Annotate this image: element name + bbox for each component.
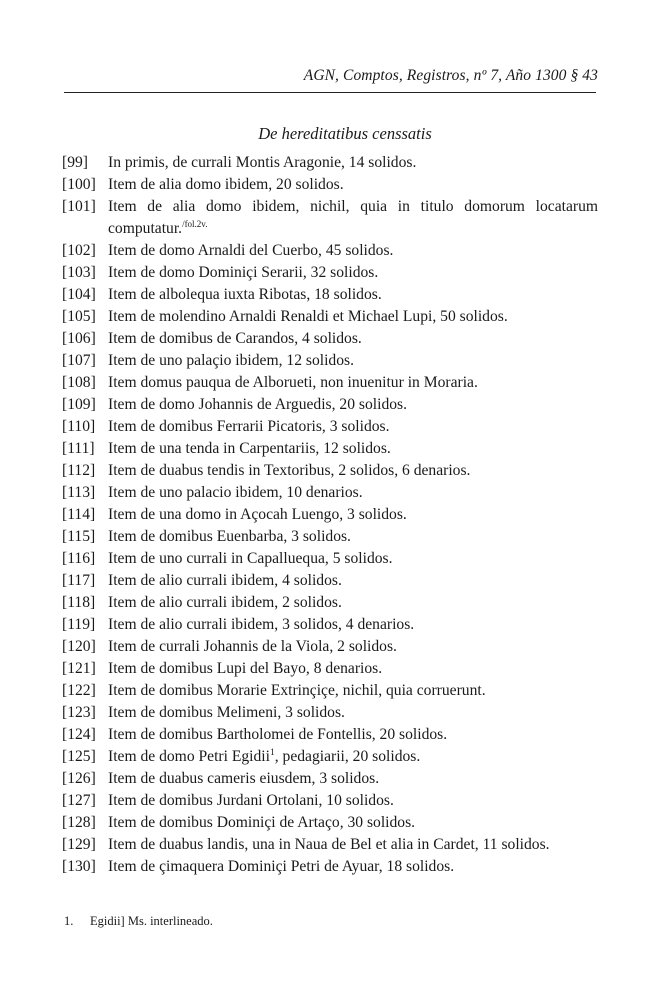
footnote (64, 914, 213, 929)
entry-number: [100] (62, 176, 96, 193)
entry-text: Item de domibus Lupi del Bayo, 8 denarios. (108, 660, 383, 677)
entry-text: Item de domibus Melimeni, 3 solidos. (108, 704, 345, 721)
entry-number: [116] (62, 550, 96, 567)
entry-text: Item de una tenda in Carpentariis, 12 solidos. (108, 440, 391, 457)
entry-number: [104] (62, 286, 96, 303)
entry-104 (62, 284, 598, 306)
entry-number: [105] (62, 308, 96, 325)
entry-102 (62, 240, 598, 262)
entry-text-after: , pedagiarii, 20 solidos. (274, 748, 421, 765)
entry-number: [118] (62, 594, 96, 611)
entry-125 (62, 746, 598, 768)
entry-text: Item de domo Dominiçi Serarii, 32 solidos. (108, 264, 379, 281)
entry-118 (62, 592, 598, 614)
entry-120 (62, 636, 598, 658)
footnote-number: 1. (64, 914, 74, 928)
entry-text: Item de domibus Dominiçi de Artaço, 30 solidos. (108, 814, 416, 831)
entry-number: [111] (62, 440, 95, 457)
entry-number: [113] (62, 484, 96, 501)
entry-text: Item de alio currali ibidem, 3 solidos, 4 denarios. (108, 616, 415, 633)
entry-text-wrap (108, 746, 598, 768)
entry-text-before: Item de domo Petri Egidii (108, 748, 270, 765)
footnote-text: Egidii] Ms. interlineado. (90, 914, 213, 928)
entry-115 (62, 526, 598, 548)
entry-number: [121] (62, 660, 96, 677)
entry-128 (62, 812, 598, 834)
entry-number: [112] (62, 462, 96, 479)
entry-text: Item de domibus Jurdani Ortolani, 10 solidos. (108, 792, 394, 809)
entry-126 (62, 768, 598, 790)
entry-text: Item de domo Johannis de Arguedis, 20 solidos. (108, 396, 408, 413)
entry-117 (62, 570, 598, 592)
entry-text: Item de çimaquera Dominiçi Petri de Ayuar, 18 solidos. (108, 858, 455, 875)
entry-121 (62, 658, 598, 680)
entry-116 (62, 548, 598, 570)
entry-text: Item de domibus Bartholomei de Fontellis, 20 solidos. (108, 726, 448, 743)
entry-101 (62, 196, 598, 240)
folio-marker: /fol.2v. (182, 219, 208, 229)
entry-124 (62, 724, 598, 746)
entry-106 (62, 328, 598, 350)
entry-130 (62, 856, 598, 878)
entry-text: Item de duabus landis, una in Naua de Bel et alia in Cardet, 11 solidos. (108, 836, 550, 853)
entry-number: [117] (62, 572, 96, 589)
entry-text: Item de alio currali ibidem, 4 solidos. (108, 572, 342, 589)
entry-number: [114] (62, 506, 96, 523)
footnote-reference: 1 (269, 748, 275, 758)
entry-111 (62, 438, 598, 460)
entry-text: Item de duabus cameris eiusdem, 3 solidos. (108, 770, 380, 787)
entry-number: [129] (62, 836, 96, 853)
entry-105 (62, 306, 598, 328)
entry-110 (62, 416, 598, 438)
entry-text: Item de currali Johannis de la Viola, 2 solidos. (108, 638, 397, 655)
entry-114 (62, 504, 598, 526)
entry-text: Item de alia domo ibidem, nichil, quia in titulo domorum locatarum computatur. (108, 198, 598, 237)
entry-text: Item de domibus Ferrarii Picatoris, 3 solidos. (108, 418, 390, 435)
entry-103 (62, 262, 598, 284)
entry-number: [115] (62, 528, 96, 545)
entry-number: [125] (62, 748, 96, 765)
entry-text: Item de domibus Euenbarba, 3 solidos. (108, 528, 351, 545)
entry-number: [128] (62, 814, 96, 831)
entry-number: [126] (62, 770, 96, 787)
entry-text: Item domus pauqua de Alborueti, non inuenitur in Moraria. (108, 374, 478, 391)
entry-text: Item de albolequa iuxta Ribotas, 18 solidos. (108, 286, 382, 303)
entry-number: [120] (62, 638, 96, 655)
entry-108 (62, 372, 598, 394)
entry-number: [119] (62, 616, 96, 633)
entry-100 (62, 174, 598, 196)
entry-text-wrap (108, 196, 598, 240)
entry-text: Item de alio currali ibidem, 2 solidos. (108, 594, 342, 611)
entry-107 (62, 350, 598, 372)
entry-number: [101] (62, 198, 96, 215)
entry-number: [110] (62, 418, 96, 435)
entry-number: [122] (62, 682, 96, 699)
entry-text: Item de molendino Arnaldi Renaldi et Michael Lupi, 50 solidos. (108, 308, 508, 325)
section-title: De hereditatibus censsatis (258, 124, 432, 143)
entry-119 (62, 614, 598, 636)
entry-text: In primis, de currali Montis Aragonie, 14 solidos. (108, 154, 417, 171)
entry-number: [108] (62, 374, 96, 391)
entry-109 (62, 394, 598, 416)
entry-number: [106] (62, 330, 96, 347)
entry-123 (62, 702, 598, 724)
entry-number: [123] (62, 704, 96, 721)
entry-text: Item de uno palaçio ibidem, 12 solidos. (108, 352, 354, 369)
entry-text: Item de uno currali in Capalluequa, 5 solidos. (108, 550, 393, 567)
entry-text: Item de domo Arnaldi del Cuerbo, 45 solidos. (108, 242, 394, 259)
entry-127 (62, 790, 598, 812)
entry-text: Item de una domo in Açocah Luengo, 3 solidos. (108, 506, 407, 523)
entry-number: [124] (62, 726, 96, 743)
entry-122 (62, 680, 598, 702)
entry-112 (62, 460, 598, 482)
entry-number: [109] (62, 396, 96, 413)
running-head: AGN, Comptos, Registros, nº 7, Año 1300 § 43 (303, 67, 598, 84)
entry-number: [103] (62, 264, 96, 281)
entry-number: [127] (62, 792, 96, 809)
entry-text: Item de domibus Morarie Extrinçiçe, nichil, quia corruerunt. (108, 682, 486, 699)
entry-text: Item de domibus de Carandos, 4 solidos. (108, 330, 362, 347)
entry-99 (62, 152, 598, 174)
entry-number: [99] (62, 154, 88, 171)
header-rule (64, 92, 596, 93)
entry-list (62, 152, 598, 878)
entry-129 (62, 834, 598, 856)
entry-number: [107] (62, 352, 96, 369)
entry-text: Item de duabus tendis in Textoribus, 2 solidos, 6 denarios. (108, 462, 471, 479)
entry-113 (62, 482, 598, 504)
entry-number: [130] (62, 858, 96, 875)
entry-number: [102] (62, 242, 96, 259)
entry-text: Item de alia domo ibidem, 20 solidos. (108, 176, 344, 193)
entry-text: Item de uno palacio ibidem, 10 denarios. (108, 484, 363, 501)
